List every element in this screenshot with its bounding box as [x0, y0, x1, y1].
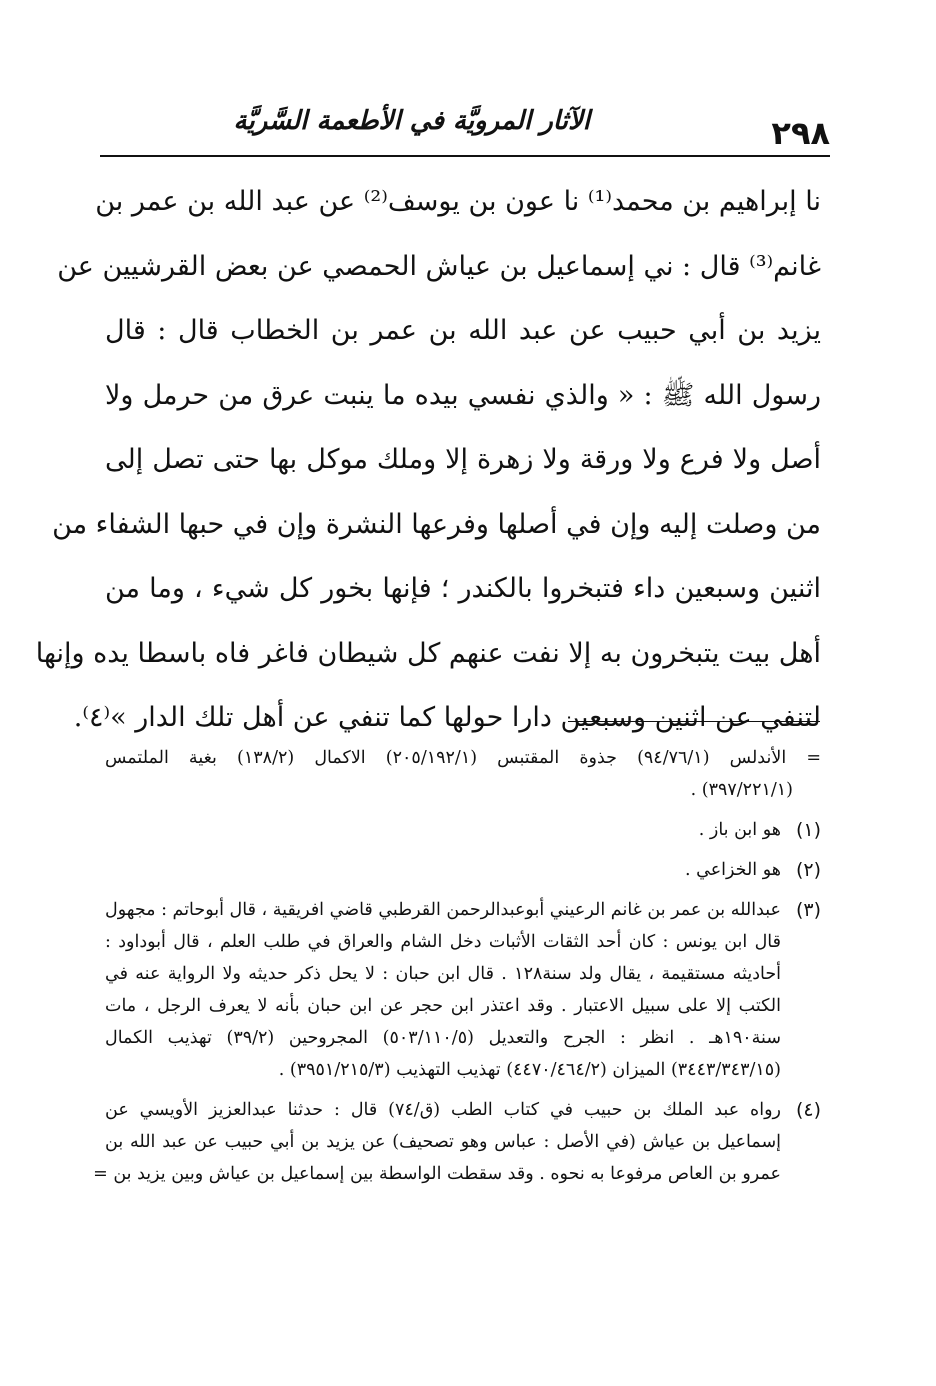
footnote-line: = الأندلس (٩٤/٧٦/١) جذوة المقتبس (٢٠٥/١٩٢/١) الاكمال (١٣٨/٢) بغية الملتمس [105, 748, 821, 768]
header-rule [100, 155, 830, 157]
footnote-line: هو الخزاعي . [685, 860, 781, 880]
main-text-line: من وصلت إليه وإن في أصلها وفرعها النشرة وإن في حبها الشفاء من [52, 508, 821, 540]
main-text-line: غانم⁽³⁾ قال : ني إسماعيل بن عياش الحمصي عن بعض القرشيين عن [57, 250, 821, 282]
footnote-line: سنة١٩٠هـ . انظر : الجرح والتعديل (٥٠٣/١١٠/٥) المجروحين (٣٩/٢) تهذيب الكمال [105, 1028, 781, 1048]
main-text-line: لتنفي عن اثنين وسبعين دارا حولها كما تنفي عن أهل تلك الدار »⁽٤⁾. [73, 702, 821, 733]
footnote-line: عبدالله بن عمر بن غانم الرعيني أبوعبدالرحمن القرطبي قاضي افريقية ، قال أبوحاتم : مجهول [105, 900, 781, 920]
footnote-line: أحاديثه مستقيمة ، يقال ولد سنة١٢٨ . قال ابن حبان : لا يحل ذكر حديثه ولا الرواية عنه في [105, 964, 781, 984]
footnote-line: عمرو بن العاص مرفوعا به نحوه . وقد سقطت الواسطة بين إسماعيل بن عياش وبين يزيد بن = [93, 1164, 781, 1184]
main-text-line: أصل ولا فرع ولا ورقة ولا زهرة إلا وملك موكل بها حتى تصل إلى [105, 444, 821, 475]
footnote-number: (٤) [795, 1099, 821, 1121]
footnote-3 [105, 894, 821, 1086]
footnote-line: قال ابن يونس : كان أحد الثقات الأثبات دخل الشام والعراق في طلب العلم ، قال أبوداود : [105, 932, 781, 952]
main-text-line: نا إبراهيم بن محمد⁽¹⁾ نا عون بن يوسف⁽²⁾ عن عبد الله بن عمر بن [95, 186, 821, 217]
footnote-line: الكتب إلا على سبيل الاعتبار . وقد اعتذر ابن حجر عن ابن حبان بأنه لا يعرف الرجل ، مات [105, 996, 781, 1016]
footnote-1 [105, 814, 821, 846]
main-text-line: اثنين وسبعين داء فتبخروا بالكندر ؛ فإنها بخور كل شيء ، وما من [105, 573, 821, 604]
footnote-line: رواه عبد الملك بن حبيب في كتاب الطب (ق/٧٤) قال : حدثنا عبدالعزيز الأويسي عن [105, 1100, 781, 1120]
running-title: الآثار المرويَّة في الأطعمة السَّريَّة [233, 106, 590, 136]
footnote-number: (١) [795, 819, 821, 841]
main-text-line: يزيد بن أبي حبيب عن عبد الله بن عمر بن الخطاب قال : قال [105, 315, 821, 346]
footnote-line: إسماعيل بن عياش (في الأصل : عباس وهو تصحيف) عن يزيد بن أبي حبيب عن عبد الله بن [105, 1132, 781, 1152]
footnote-separator [568, 721, 820, 722]
footnote-number: (٣) [795, 899, 821, 921]
footnote-line: (٣٤٤٣/٣٤٣/١٥) الميزان (٤٤٧٠/٤٦٤/٢) تهذيب التهذيب (٣٩٥١/٢١٥/٣) . [278, 1060, 781, 1080]
footnote-number: (٢) [795, 859, 821, 881]
footnote-line: هو ابن باز . [698, 820, 781, 840]
footnote-4 [93, 1094, 821, 1190]
footnotes [93, 742, 821, 1190]
page-number: ٢٩٨ [771, 114, 830, 152]
main-text-line: رسول الله ﷺ : « والذي نفسي بيده ما ينبت عرق من حرمل ولا [105, 379, 821, 411]
footnote-2 [105, 854, 821, 886]
footnote-continuation [105, 742, 821, 806]
footnote-line: (٣٩٧/٢٢١/١) . [690, 780, 793, 800]
page-header [100, 96, 830, 154]
main-text-line: أهل بيت يتبخرون به إلا نفت عنهم كل شيطان فاغر فاه باسطا يده وإنها [35, 637, 821, 669]
main-text [35, 170, 821, 751]
